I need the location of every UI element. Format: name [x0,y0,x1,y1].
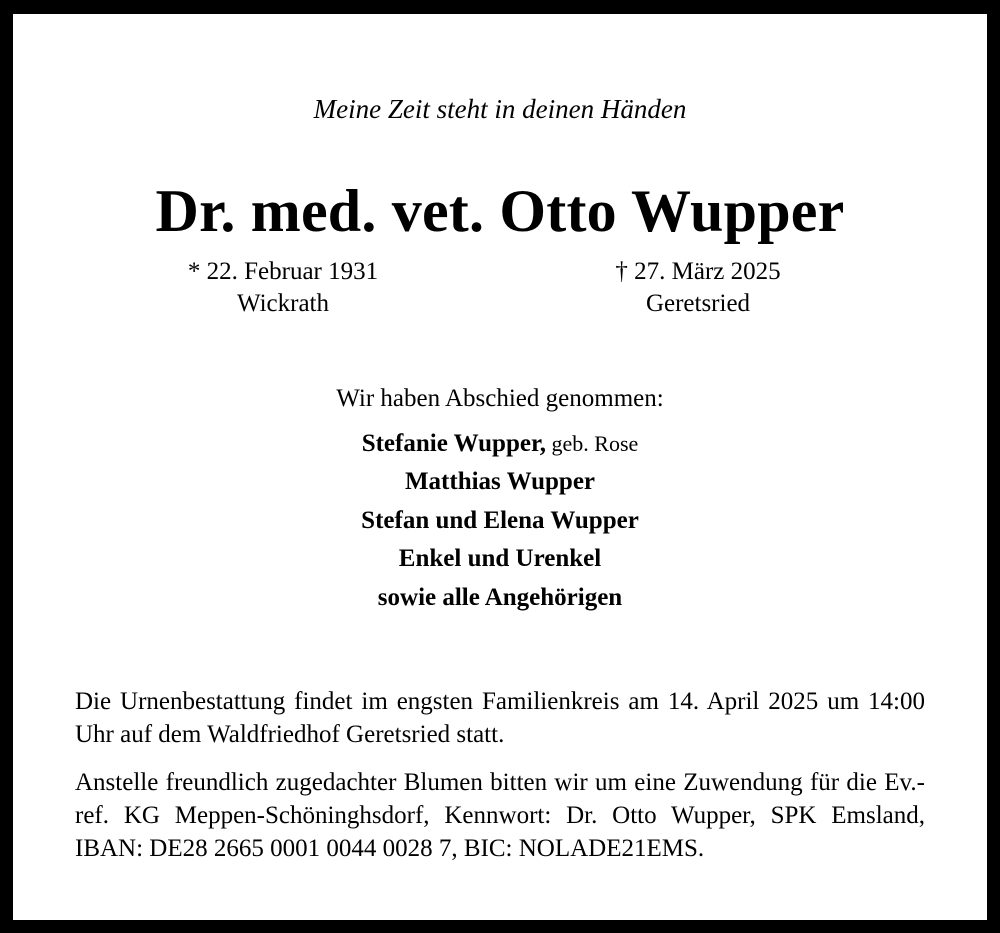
birth-place: Wickrath [236,290,329,317]
mourner-item [0,540,1000,578]
donation-info-paragraph: Anstelle freundlich zugedachter Blumen bitten wir um eine Zuwendung für die Ev.-ref. KG Meppen-Schöninghsdorf, Kennwort: Dr. Otto Wupper, SPK Emsland, IBAN: DE28 2665 0001 0044 0028 7, BIC: NOLADE21EMS. [75,769,925,862]
mourner-name: Enkel und Urenkel [398,545,602,573]
death-place: Geretsried [645,290,751,317]
burial-info-paragraph: Die Urnenbestattung findet im engsten Familienkreis am 14. April 2025 um 14:00 Uhr auf dem Waldfriedhof Geretsried statt. [75,688,925,748]
death-date: † 27. März 2025 [615,258,781,285]
mourners-list [0,425,1000,617]
mourner-name: Matthias Wupper [404,468,596,496]
mourner-item [0,579,1000,617]
mourner-item [0,502,1000,540]
mourner-maiden-name: geb. Rose [546,431,639,456]
mourner-name: sowie alle Angehörigen [377,583,623,611]
mourner-name: Stefan und Elena Wupper [361,506,639,534]
mourner-item [0,425,1000,463]
motto-verse: Meine Zeit steht in deinen Händen [313,94,687,124]
farewell-line: Wir haben Abschied genommen: [336,385,664,412]
birth-date: * 22. Februar 1931 [187,258,379,285]
death-info [575,256,821,320]
deceased-name: Dr. med. vet. Otto Wupper [155,178,845,244]
birth-info [160,256,406,320]
mourner-item [0,463,1000,501]
mourner-name: Stefanie Wupper, [361,430,547,457]
